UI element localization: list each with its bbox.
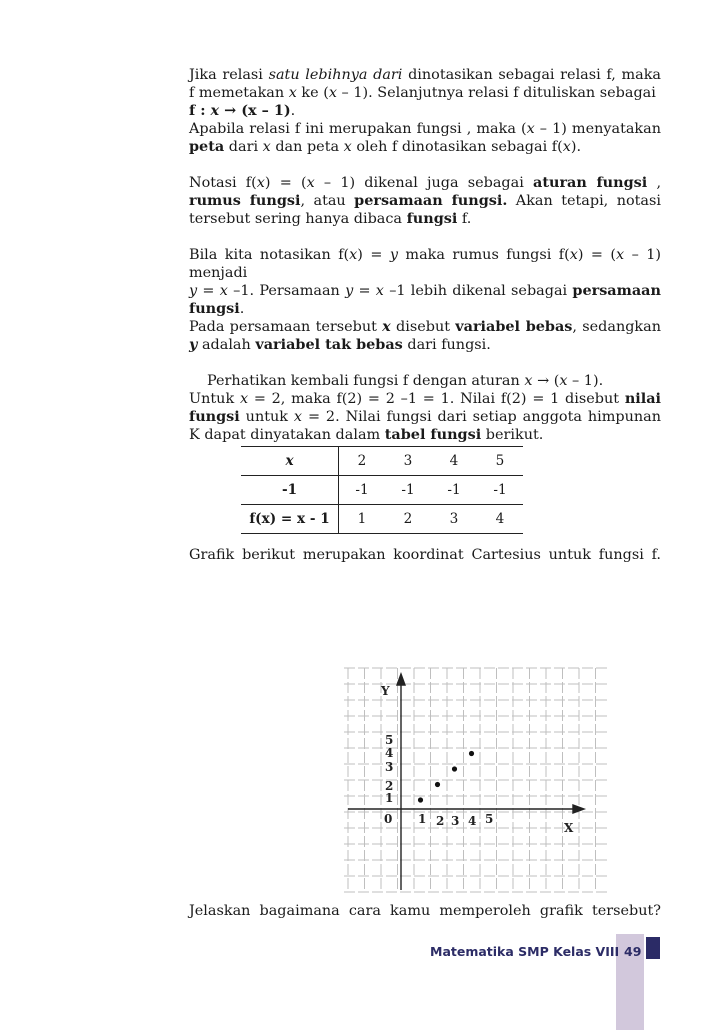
table-cell: 2 (339, 447, 386, 476)
page-content (189, 66, 661, 564)
table-cell: 4 (431, 447, 477, 476)
table-cell: -1 (339, 476, 386, 505)
function-notation: f : x → (x – 1). (189, 102, 296, 119)
x-tick-label: 5 (485, 812, 494, 826)
data-point (452, 766, 457, 771)
table-cell: 5 (477, 447, 523, 476)
table-cell: 3 (431, 505, 477, 534)
data-point (435, 782, 440, 787)
table-cell: 2 (385, 505, 431, 534)
paragraph-peta-line2: peta dari x dan peta x oleh f dinotasikan sebagai f(x). (189, 138, 582, 155)
paragraph-relation: Jika relasi satu lebihnya dari dinotasikan sebagai relasi f, maka f memetakan x ke (x – 1). Selanjutnya relasi f dituliskan sebagai (189, 67, 661, 101)
question-text: Jelaskan bagaimana cara kamu memperoleh grafik tersebut? (189, 903, 661, 919)
y-tick-label: 4 (385, 746, 394, 760)
table-cell: -1 (431, 476, 477, 505)
x-axis-label: X (564, 821, 574, 835)
graph-axes (348, 674, 584, 890)
table-cell: 1 (339, 505, 386, 534)
table-row (241, 476, 523, 505)
table-header-cell: x (241, 447, 339, 476)
graph-grid (344, 668, 608, 892)
y-tick-label: 5 (385, 733, 394, 747)
x-tick-label: 4 (468, 814, 477, 828)
table-row (241, 505, 523, 534)
table-row (241, 447, 523, 476)
paragraph-peta: Apabila relasi f ini merupakan fungsi , maka (x – 1) menyatakan (189, 121, 661, 137)
paragraph-example-body: Untuk x = 2, maka f(2) = 2 –1 = 1. Nilai f(2) = 1 disebut nilai fungsi untuk x = 2. Nilai fungsi dari setiap anggota himpunan K dapat dinyatakan dalam tabel fungsi berikut. (189, 390, 661, 443)
paragraph-variables: Pada persamaan tersebut x disebut variabel bebas, sedangkan y adalah variabel tak bebas dari fungsi. (189, 318, 661, 353)
origin-label: 0 (384, 812, 393, 826)
paragraph-notation: Notasi f(x) = (x – 1) dikenal juga sebagai aturan fungsi , rumus fungsi, atau persamaan fungsi. Akan tetapi, notasi tersebut sering hanya dibaca fungsi f. (189, 174, 662, 227)
table-header-cell: -1 (241, 476, 339, 505)
table-header-cell: f(x) = x - 1 (241, 505, 339, 534)
x-tick-label: 2 (436, 814, 445, 828)
graph-points (418, 751, 474, 803)
y-tick-label: 1 (385, 791, 394, 805)
footer-book-title: Matematika SMP Kelas VIII (430, 944, 620, 959)
x-tick-label: 3 (451, 814, 460, 828)
cartesian-graph (338, 664, 610, 896)
data-point (418, 797, 423, 802)
y-tick-label: 2 (385, 779, 394, 793)
function-table (241, 446, 523, 534)
table-cell: 3 (385, 447, 431, 476)
page-number: 49 (624, 944, 642, 959)
table-cell: -1 (385, 476, 431, 505)
graph-caption: Grafik berikut merupakan koordinat Cartesius untuk fungsi f. (189, 547, 661, 563)
page-side-square (646, 937, 660, 959)
table-cell: -1 (477, 476, 523, 505)
x-tick-label: 1 (418, 812, 427, 826)
data-point (469, 751, 474, 756)
paragraph-equation: Bila kita notasikan f(x) = y maka rumus fungsi f(x) = (x – 1) (189, 247, 661, 263)
y-tick-label: 3 (385, 760, 394, 774)
y-axis-label: Y (381, 684, 390, 698)
y-axis-arrow (397, 674, 405, 685)
paragraph-equation-line3: y = x –1. Persamaan y = x –1 lebih dikenal sebagai persamaan fungsi. (189, 282, 661, 317)
table-cell: 4 (477, 505, 523, 534)
paragraph-equation-menjadi: menjadi (189, 265, 248, 281)
paragraph-example: Perhatikan kembali fungsi f dengan aturan x → (x – 1). (207, 373, 604, 389)
